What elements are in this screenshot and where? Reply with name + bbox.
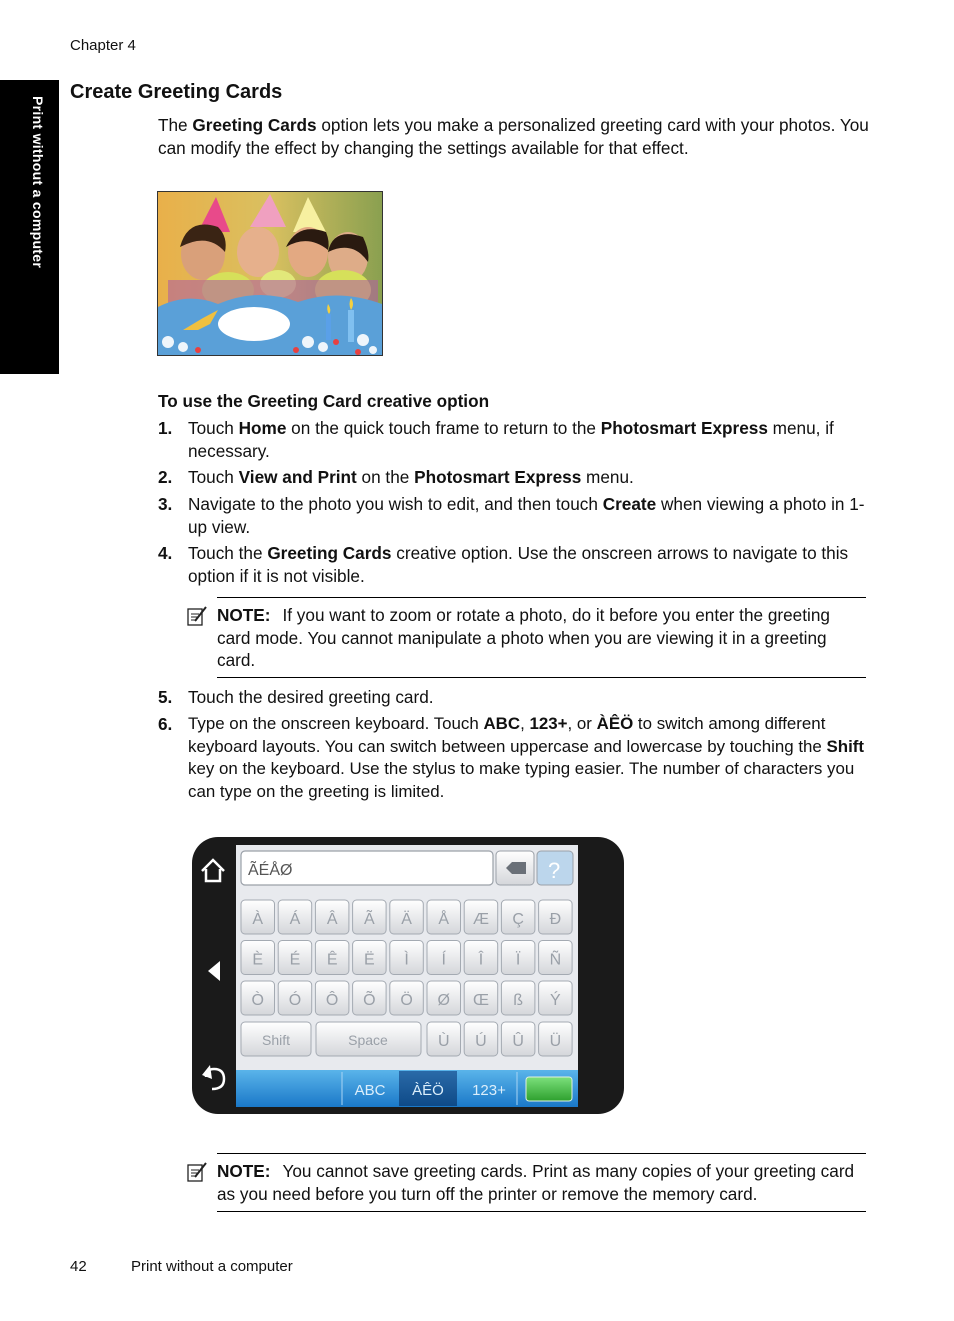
onscreen-keyboard — [192, 837, 624, 1114]
keyboard-key-label: È — [252, 951, 264, 969]
note-text: NOTE: If you want to zoom or rotate a photo, do it before you enter the greeting card mode. You cannot manipulate a photo when you are viewing it in a greeting card. — [217, 605, 830, 670]
keyboard-key-label: Œ — [472, 992, 489, 1009]
keyboard-key-label: Ý — [550, 992, 561, 1009]
footer-title: Print without a computer — [131, 1258, 293, 1275]
keyboard-key-label: Ö — [400, 992, 413, 1009]
step-number: 1. — [158, 418, 173, 438]
keyboard-key-label: Ø — [437, 992, 450, 1009]
keyboard-key-label: É — [289, 951, 301, 969]
keyboard-key-label: Ñ — [549, 951, 562, 969]
tab-abc-label[interactable]: ABC — [354, 1082, 386, 1099]
help-icon: ? — [548, 858, 561, 883]
side-tab-label: Print without a computer — [30, 96, 46, 269]
keyboard-key-label: Ü — [549, 1033, 562, 1050]
note-rule-bottom — [217, 1211, 866, 1212]
keyboard-key-label: Ç — [512, 911, 524, 928]
step-text: Touch the desired greeting card. — [188, 687, 434, 707]
chapter-label: Chapter 4 — [70, 37, 136, 54]
keyboard-key-label: Å — [438, 911, 450, 928]
keyboard-key-label: À — [252, 911, 264, 928]
note-rule-top — [217, 1153, 866, 1154]
note-box — [186, 1153, 866, 1213]
keyboard-key-label: Ï — [515, 951, 521, 969]
keyboard-key-label: ß — [513, 992, 524, 1009]
tab-accents-label[interactable]: ÀÊÖ — [412, 1082, 444, 1099]
note-rule-bottom — [217, 677, 866, 678]
keyboard-key-label: Î — [478, 951, 484, 969]
keyboard-key-label: Ó — [288, 992, 302, 1009]
keyboard-key-label: Ô — [325, 992, 339, 1009]
step-number: 5. — [158, 687, 173, 707]
step-number: 2. — [158, 467, 173, 487]
keyboard-key-label: Õ — [363, 992, 376, 1009]
step-text: Navigate to the photo you wish to edit, and then touch Create when viewing a photo in 1-up view. — [188, 494, 865, 537]
note-text: NOTE: You cannot save greeting cards. Print as many copies of your greeting card as you need before you turn off the printer or remove the memory card. — [217, 1161, 855, 1204]
intro-paragraph: The Greeting Cards option lets you make a personalized greeting card with your photos. You can modify the effect by changing the settings available for that effect. — [158, 115, 869, 158]
note-box — [186, 597, 866, 679]
step-number: 6. — [158, 714, 173, 734]
keyboard-key-label: Ù — [437, 1033, 450, 1050]
step-text: Touch the Greeting Cards creative option. Use the onscreen arrows to navigate to this option if it is not visible. — [188, 543, 849, 586]
keyboard-key-label: Á — [289, 911, 301, 928]
keyboard-input-text[interactable]: ÃÉÅØ — [248, 862, 293, 879]
step-number: 3. — [158, 494, 173, 514]
step-text: Touch Home on the quick touch frame to return to the Photosmart Express menu, if necessary. — [188, 418, 834, 461]
note-icon — [186, 1161, 208, 1183]
section-title: Create Greeting Cards — [70, 81, 283, 103]
keyboard-key-label: Ð — [549, 911, 562, 928]
keyboard-key-label: Æ — [472, 911, 489, 928]
step-text: Touch View and Print on the Photosmart Express menu. — [188, 467, 634, 487]
keyboard-key-label: Â — [326, 911, 338, 928]
tab-123-label[interactable]: 123+ — [472, 1082, 506, 1099]
greeting-card-photo — [157, 191, 383, 356]
step-text: Type on the onscreen keyboard. Touch ABC, 123+, or ÀÊÖ to switch among different keyboard layouts. You can switch between uppercase and lowercase by touching the Shift key on the keyboard. Use the stylus to make typing easier. The number of characters you can type on the greeting is limited. — [188, 714, 865, 801]
note-icon — [186, 605, 208, 627]
keyboard-key-label: Ã — [364, 911, 375, 928]
page-number: 42 — [70, 1258, 87, 1275]
ok-button[interactable] — [526, 1077, 572, 1101]
keyboard-key-label: Ä — [401, 911, 412, 928]
keyboard-key-label: Ò — [251, 992, 264, 1009]
keyboard-key-label: Ì — [404, 951, 409, 969]
keyboard-key-label: Ú — [475, 1033, 487, 1050]
key-grid — [241, 900, 572, 1015]
step-number: 4. — [158, 543, 173, 563]
space-key-label: Space — [348, 1032, 388, 1048]
keyboard-key-label: Ê — [326, 951, 338, 969]
shift-key-label: Shift — [261, 1032, 291, 1048]
keyboard-key-label: Ë — [364, 951, 375, 969]
keyboard-key-label: Í — [441, 951, 446, 969]
note-rule-top — [217, 597, 866, 598]
keyboard-key-label: Û — [512, 1033, 524, 1050]
procedure-heading: To use the Greeting Card creative option — [158, 391, 490, 411]
